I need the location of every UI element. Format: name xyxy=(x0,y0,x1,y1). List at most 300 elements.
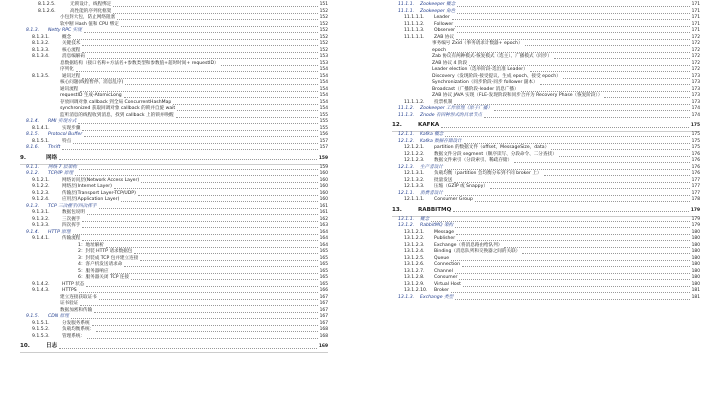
toc-entry-number: 8.1.3. xyxy=(26,28,40,33)
toc-leader-dots xyxy=(554,55,690,59)
toc-page-number: 172 xyxy=(691,34,700,40)
toc-leader-dots xyxy=(80,302,317,306)
toc-entry-title: 数据文件索引（分段索引、稀疏存储） xyxy=(434,158,513,163)
toc-entry-title: Publisher xyxy=(434,236,456,241)
toc-page-number: 159 xyxy=(319,164,328,170)
toc-page-number: 152 xyxy=(319,15,328,20)
toc-leader-dots xyxy=(457,3,689,7)
toc-page-number: 180 xyxy=(691,255,700,261)
toc-page-number: 180 xyxy=(691,229,700,235)
toc-entry-number: 11.1.1.1. xyxy=(404,34,425,40)
toc-leader-dots xyxy=(82,237,317,241)
toc-entry-number: 8.1.3.4. xyxy=(32,54,50,59)
toc-leader-dots xyxy=(177,107,317,111)
toc-leader-dots xyxy=(99,205,318,209)
toc-leader-dots xyxy=(84,29,318,33)
toc-leader-dots xyxy=(441,124,689,128)
toc-entry-number: 12.1.1. xyxy=(398,132,415,137)
toc-entry[interactable] xyxy=(392,113,700,120)
toc-entry-title: Protocol Buffer xyxy=(48,132,83,137)
toc-entry-title: Consumer Group xyxy=(434,197,473,202)
toc-entry[interactable] xyxy=(392,197,700,204)
toc-entry-number: 12.1.2.3. xyxy=(404,158,425,163)
toc-page-number: 173 xyxy=(691,73,700,79)
toc-page-number: 180 xyxy=(691,268,700,274)
toc-entry-title: 数据文件分段 segment（顺序读写、分段命令、二分查找） xyxy=(434,151,557,157)
toc-entry-number: 13.1.2.2. xyxy=(404,236,425,241)
toc-leader-dots xyxy=(504,244,689,248)
toc-page-number: 173 xyxy=(691,99,700,105)
toc-leader-dots xyxy=(73,140,317,144)
toc-entry-title: ZAB 协议 JAVA 实现（FLE-发现阶段和同步合并为 Recovery Phase（恢复阶段）） xyxy=(432,93,603,98)
toc-page-number: 177 xyxy=(691,184,700,189)
toc-entry-number: 12.1.2. xyxy=(398,138,415,144)
toc-leader-dots xyxy=(73,231,318,235)
toc-leader-dots xyxy=(475,198,690,202)
toc-entry-number: 12.1.3. xyxy=(398,164,415,170)
toc-leader-dots xyxy=(445,166,690,170)
toc-entry-title: 存放回调对象 callback 到全局 ConcurrentHashMap xyxy=(60,99,172,105)
toc-entry-title: 证书验证 xyxy=(60,301,79,306)
toc-entry-number: 13.1.1. xyxy=(398,216,415,222)
toc-chapter-entry[interactable] xyxy=(20,153,328,165)
toc-page-number: 171 xyxy=(691,15,700,20)
toc-entry-number: 9.1.4. xyxy=(26,229,40,235)
toc-entry-title: 三次握手 xyxy=(62,216,81,222)
toc-entry-title: 负载均衡（partition 会均衡分布到不同 broker 上） xyxy=(434,171,542,176)
toc-page-number: 176 xyxy=(691,164,700,170)
toc-entry-title: 特点 xyxy=(62,138,72,144)
toc-entry-number: 13.1.2.4. xyxy=(404,249,425,254)
toc-page-number: 153 xyxy=(319,60,328,66)
toc-entry-title: 投票机制 xyxy=(434,99,453,105)
toc-leader-dots xyxy=(455,224,689,228)
toc-entry-title: 1：地址解析 xyxy=(78,242,104,248)
toc-leader-dots xyxy=(469,62,689,66)
toc-entry-number: 11.1.1.2. xyxy=(404,21,425,27)
toc-page-number: 164 xyxy=(319,229,328,235)
toc-leader-dots xyxy=(121,198,317,202)
toc-leader-dots xyxy=(453,208,688,212)
toc-entry-number: 9.1.4.2. xyxy=(32,281,50,287)
toc-entry-number: 13.1.2.8. xyxy=(404,275,425,280)
toc-page-number: 153 xyxy=(319,54,328,59)
toc-page-number: 180 xyxy=(691,275,700,280)
toc-entry-title: Connection xyxy=(434,262,460,267)
toc-entry-title: 6：服务器关闭 TCP 连接 xyxy=(78,275,130,280)
toc-page-number: 161 xyxy=(319,210,328,215)
toc-entry-number: 13.1.2.6. xyxy=(404,262,425,267)
toc-page-number: 152 xyxy=(319,47,328,53)
toc-entry-title: 网络 xyxy=(46,154,58,161)
toc-entry-number: 11.1.1. xyxy=(398,8,415,14)
toc-page-number: 179 xyxy=(691,223,700,228)
toc-entry-title: 生产者设计 xyxy=(420,164,443,170)
toc-leader-dots xyxy=(459,276,689,280)
toc-chapter-entry[interactable] xyxy=(392,205,700,217)
toc-entry-number: 8.1.2.5. xyxy=(38,2,56,7)
toc-leader-dots xyxy=(451,289,690,293)
toc-leader-dots xyxy=(462,263,690,267)
toc-page-number: 175 xyxy=(691,138,700,144)
toc-leader-dots xyxy=(96,328,317,332)
toc-page-number: 160 xyxy=(319,190,328,196)
toc-leader-dots xyxy=(82,49,317,53)
toc-leader-dots xyxy=(106,244,318,248)
toc-entry-title: ZAB 协议 xyxy=(434,34,455,40)
toc-leader-dots xyxy=(59,156,317,160)
toc-page-number: 165 xyxy=(319,268,328,274)
toc-leader-dots xyxy=(124,94,318,98)
toc-entry-number: 12.1.3.3. xyxy=(404,184,425,189)
toc-entry-title: 关键技术 xyxy=(62,41,81,46)
toc-entry-title: KAFKA xyxy=(418,122,440,128)
toc-entry-number: 11.1.2. xyxy=(398,106,415,111)
toc-leader-dots xyxy=(87,211,318,215)
toc-entry-title: RabbitMQ 架构 xyxy=(420,223,454,228)
toc-leader-dots xyxy=(455,23,689,27)
toc-page-number: 160 xyxy=(319,171,328,176)
toc-leader-dots xyxy=(455,296,689,300)
toc-entry-title: 实现步骤 xyxy=(62,125,81,131)
toc-entry-number: 8.1.5.1. xyxy=(32,138,50,144)
toc-entry-title: 通讯过程 xyxy=(62,73,81,79)
toc-page-number: 160 xyxy=(319,184,328,189)
toc-leader-dots xyxy=(94,309,317,313)
toc-entry-title: Virtual Host xyxy=(434,281,461,287)
toc-chapter-entry[interactable] xyxy=(20,341,328,353)
toc-leader-dots xyxy=(75,172,318,176)
toc-entry-number: 12. xyxy=(392,122,402,128)
toc-page-number: 165 xyxy=(319,262,328,267)
toc-page-number: 154 xyxy=(319,80,328,85)
toc-entry-title: Synchronization（同步阶段-同步 follower 副本） xyxy=(432,80,538,85)
toc-leader-dots xyxy=(454,101,689,105)
toc-page-number: 179 xyxy=(691,216,700,222)
toc-leader-dots xyxy=(455,270,690,274)
toc-entry-number: 9.1.3. xyxy=(26,203,40,209)
toc-leader-dots xyxy=(464,140,690,144)
toc-entry-title: 概念 xyxy=(420,216,430,222)
toc-leader-dots xyxy=(114,185,318,189)
toc-leader-dots xyxy=(125,81,317,85)
toc-entry-number: 13.1.3. xyxy=(398,294,415,300)
toc-entry-title: 分发服务系统 xyxy=(62,320,90,326)
toc-entry-title: Znode 有四种形式的目录节点 xyxy=(420,112,483,118)
toc-entry-title: Follower xyxy=(434,21,454,27)
toc-entry-number: 9. xyxy=(20,154,27,161)
toc-page-number: 155 xyxy=(319,119,328,124)
toc-page-number: 159 xyxy=(318,155,328,161)
toc-entry-number: 11.1.3. xyxy=(398,112,415,118)
toc-leader-dots xyxy=(454,179,689,183)
toc-leader-dots xyxy=(99,296,318,300)
toc-leader-dots xyxy=(79,289,318,293)
toc-entry-title: RMI 实现方式 xyxy=(48,119,77,124)
toc-page-number: 165 xyxy=(319,249,328,254)
toc-page-number: 180 xyxy=(691,249,700,254)
toc-entry-number: 8.1.3.2. xyxy=(32,41,50,46)
toc-leader-dots xyxy=(73,36,317,40)
toc-entry-number: 9.1.2.3. xyxy=(32,190,50,196)
toc-leader-dots xyxy=(87,335,318,339)
toc-entry-title: Leader election（选举阶段-选出准 Leader） xyxy=(432,67,528,72)
toc-entry-number: 12.1.2.1. xyxy=(404,145,425,150)
toc-page-number: 167 xyxy=(319,314,328,319)
toc-entry-title: 传输流程 xyxy=(62,236,81,241)
toc-page-number: 178 xyxy=(691,197,700,202)
toc-leader-dots xyxy=(525,42,690,46)
toc-leader-dots xyxy=(530,68,690,72)
toc-leader-dots xyxy=(82,218,317,222)
toc-entry-number: 11.1.1.2. xyxy=(404,99,425,105)
toc-page-number: 152 xyxy=(319,21,328,27)
toc-page-number: 156 xyxy=(319,132,328,137)
toc-leader-dots xyxy=(494,107,689,111)
toc-leader-dots xyxy=(490,185,690,189)
toc-entry-title: CDN 原理 xyxy=(48,314,69,319)
toc-page-number: 176 xyxy=(691,158,700,163)
toc-entry-title: Zookeeper 工作原理（原子广播） xyxy=(420,106,493,111)
toc-entry-title: 事务编号 Zxid（事务请求计数器+ epoch） xyxy=(432,41,523,46)
toc-page-number: 167 xyxy=(319,320,328,326)
toc-page-number: 162 xyxy=(319,216,328,222)
toc-leader-dots xyxy=(111,270,318,274)
toc-entry-number: 12.1.1. xyxy=(398,190,415,196)
toc-leader-dots xyxy=(445,192,690,196)
toc-right-column xyxy=(392,2,700,301)
toc-page-number: 165 xyxy=(319,275,328,280)
toc-page-number: 163 xyxy=(319,223,328,228)
toc-leader-dots xyxy=(84,133,317,137)
toc-entry-title: 息数据结构（接口名称+方法名+参数类型和参数值+超时时间+ requestID） xyxy=(60,60,219,66)
toc-entry-title: 序列化 xyxy=(60,67,74,72)
toc-leader-dots xyxy=(121,23,318,27)
toc-entry-title: synchronized 获取回调对象 callback 的锁并自旋 wait xyxy=(60,106,176,111)
toc-entry-number: 8.1.3.1. xyxy=(32,34,50,40)
toc-page-number: 172 xyxy=(691,67,700,72)
toc-entry-number: 9.1.2. xyxy=(26,171,40,176)
toc-entry-title: Leader xyxy=(434,15,450,20)
toc-leader-dots xyxy=(78,120,317,124)
toc-page-number: 154 xyxy=(319,73,328,79)
toc-entry-title: ZAB 协议 4 阶段 xyxy=(432,60,468,66)
toc-page-number: 151 xyxy=(319,2,328,7)
toc-entry-title: 核心流程 xyxy=(62,47,81,53)
toc-leader-dots xyxy=(82,75,317,79)
toc-entry-number: 8.1.2.6. xyxy=(38,8,56,14)
toc-leader-dots xyxy=(131,276,318,280)
toc-leader-dots xyxy=(544,172,690,176)
toc-page-number: 154 xyxy=(319,67,328,72)
toc-entry-title: 3：封装成 TCP 包并建立连接 xyxy=(78,255,139,261)
toc-leader-dots xyxy=(559,153,690,157)
toc-entry-number: 13.1.2. xyxy=(398,223,415,228)
toc-leader-dots xyxy=(445,133,689,137)
toc-leader-dots xyxy=(113,3,317,7)
toc-entry-number: 10. xyxy=(20,343,30,349)
toc-entry-title: 四次挥手 xyxy=(62,223,81,228)
toc-page-number: 152 xyxy=(319,34,328,40)
toc-page-number: 160 xyxy=(319,197,328,202)
toc-entry-title: HTTP 状态 xyxy=(62,281,85,287)
toc-entry[interactable] xyxy=(392,295,700,302)
toc-leader-dots xyxy=(80,88,317,92)
toc-entry-number: 8.1.3.3. xyxy=(32,47,50,53)
toc-entry-title: 2：封装 HTTP 请求数据包 xyxy=(78,249,133,254)
toc-entry-number: 13.1.2.1. xyxy=(404,229,425,235)
toc-page-number: 155 xyxy=(319,125,328,131)
toc-entry-title: 数据包说明 xyxy=(62,210,85,215)
toc-page-number: 154 xyxy=(319,106,328,111)
toc-leader-dots xyxy=(463,283,690,287)
toc-leader-dots xyxy=(76,68,318,72)
toc-entry-title: 4：客户机发送请求命 xyxy=(78,262,123,267)
toc-page-number: 164 xyxy=(319,236,328,241)
toc-page-number: 166 xyxy=(319,288,328,293)
toc-entry-title: 建立连接获取证书 xyxy=(60,294,97,300)
toc-leader-dots xyxy=(71,315,318,319)
toc-page-number: 154 xyxy=(319,99,328,105)
toc-leader-dots xyxy=(563,75,690,79)
toc-page-number: 177 xyxy=(691,190,700,196)
toc-leader-dots xyxy=(86,283,317,287)
toc-entry-title: RABBITMQ xyxy=(418,206,452,213)
toc-entry-number: 9.1.4.1. xyxy=(32,236,50,241)
toc-leader-dots xyxy=(456,231,689,235)
toc-page-number: 169 xyxy=(318,344,328,349)
toc-leader-dots xyxy=(457,10,689,14)
toc-entry-number: 8.1.6. xyxy=(26,145,40,150)
toc-page-number: 175 xyxy=(690,123,700,128)
toc-entry-title: Message xyxy=(434,229,455,235)
toc-leader-dots xyxy=(124,263,317,267)
toc-page-number: 172 xyxy=(691,54,700,59)
toc-entry-number: 11.1.1.3. xyxy=(404,28,425,33)
toc-entry-title: 压缩（GZIP 或 Snappy） xyxy=(434,184,488,189)
toc-entry-number: 9.1.2.4. xyxy=(32,197,50,202)
toc-leader-dots xyxy=(457,237,690,241)
toc-entry-title: Broadcast（广播阶段-leader 消息广播） xyxy=(432,86,519,92)
toc-page-number: 154 xyxy=(319,86,328,92)
toc-entry-title: 管理系统： xyxy=(62,333,85,339)
toc-leader-dots xyxy=(451,257,690,261)
toc-entry-title: epoch xyxy=(432,47,446,53)
toc-entry-title: 通讯流程 xyxy=(60,86,79,92)
toc-page-number: 173 xyxy=(691,86,700,92)
toc-entry-title: Queue xyxy=(434,255,450,261)
toc-entry-title: 消费者设计 xyxy=(420,190,443,196)
toc-entry[interactable] xyxy=(20,145,328,152)
toc-page-number: 167 xyxy=(319,307,328,313)
toc-leader-dots xyxy=(134,250,317,254)
toc-entry-number: 13.1.2.7. xyxy=(404,268,425,274)
toc-entry-number: 9.1.5.1. xyxy=(32,320,50,326)
toc-leader-dots xyxy=(176,114,318,118)
toc-leader-dots xyxy=(138,192,318,196)
toc-chapter-entry[interactable] xyxy=(392,120,700,132)
toc-page-number: 173 xyxy=(691,93,700,98)
toc-page-number: 168 xyxy=(319,333,328,339)
toc-page-number: 172 xyxy=(691,41,700,46)
toc-leader-dots xyxy=(82,224,317,228)
toc-entry-number: 9.1.1. xyxy=(26,164,40,170)
toc-entry-title: 概念 xyxy=(62,34,72,40)
toc-page-number: 174 xyxy=(691,106,700,111)
toc-entry-title: 网络访问层(Network Access Layer) xyxy=(62,177,140,183)
toc-entry-number: 11.1.1.1. xyxy=(404,15,425,20)
toc-entry-number: 9.1.5.3. xyxy=(32,333,50,339)
toc-entry-title: HTTP 原理 xyxy=(48,229,71,235)
toc-leader-dots xyxy=(521,88,690,92)
toc-entry-number: 9.1.3.3. xyxy=(32,223,50,228)
toc-entry-number: 9.1.3.1. xyxy=(32,210,50,215)
toc-page-number: 171 xyxy=(691,2,700,7)
toc-entry-title: HTTPS xyxy=(62,288,77,293)
toc-entry-title: Exchange（将消息路由给队列） xyxy=(434,242,503,248)
toc-entry-title: partition 的数据文件（offset，MessageSize，data） xyxy=(434,145,550,150)
toc-entry-title: Kafka 概念 xyxy=(420,132,444,137)
toc-page-number: 165 xyxy=(319,255,328,261)
toc-entry-number: 13.1.2.9. xyxy=(404,281,425,287)
toc-entry-title: Observer xyxy=(434,28,456,33)
toc-entry-title: TCP/IP 原理 xyxy=(48,171,74,176)
toc-page-number: 157 xyxy=(319,138,328,144)
toc-entry[interactable] xyxy=(20,334,328,341)
toc-entry-title: 软中断 Hash 值和 CPU 绑定 xyxy=(60,21,119,27)
toc-page-number: 152 xyxy=(319,8,328,14)
toc-entry-title: 网络层(Internet Layer) xyxy=(62,184,112,189)
toc-leader-dots xyxy=(221,62,318,66)
toc-entry-number: 8.1.5. xyxy=(26,132,40,137)
toc-page-number: 174 xyxy=(691,112,700,118)
toc-page-number: 161 xyxy=(319,203,328,209)
toc-entry-title: 数据加密和传输 xyxy=(60,307,93,313)
toc-page-number: 171 xyxy=(691,21,700,27)
toc-page-number: 179 xyxy=(690,207,700,213)
toc-leader-dots xyxy=(448,49,690,53)
toc-entry-number: 13.1.2.10. xyxy=(404,288,428,293)
toc-entry-title: Consumer xyxy=(434,275,458,280)
toc-entry-title: Zab 协议有两种模式-恢复模式（选主）、广播模式（同步） xyxy=(432,54,552,59)
toc-page-number: 152 xyxy=(319,41,328,46)
toc-entry-number: 12.1.2.2. xyxy=(404,151,425,157)
toc-entry-number: 9.1.5. xyxy=(26,314,40,319)
toc-entry-number: 9.1.2.1. xyxy=(32,177,50,183)
toc-entry-number: 12.1.3.1. xyxy=(404,171,425,176)
toc-page-number: 154 xyxy=(319,93,328,98)
toc-entry-title: 批量发送 xyxy=(434,177,453,183)
toc-page-number: 171 xyxy=(691,28,700,33)
toc-entry-title: 负载均衡系统： xyxy=(62,327,95,332)
toc-entry-title: Zookeeper 概念 xyxy=(420,2,456,7)
toc-leader-dots xyxy=(484,114,690,118)
toc-leader-dots xyxy=(117,16,317,20)
toc-leader-dots xyxy=(173,101,317,105)
toc-entry-title: Exchange 类型 xyxy=(420,294,454,300)
toc-entry-number: 9.1.3.2. xyxy=(32,216,50,222)
toc-page-number: 175 xyxy=(691,145,700,150)
toc-entry-title: Broker xyxy=(434,288,449,293)
toc-page-number: 168 xyxy=(319,327,328,332)
toc-page-number: 172 xyxy=(691,47,700,53)
toc-page-number: 173 xyxy=(691,80,700,85)
toc-leader-dots xyxy=(141,179,317,183)
toc-leader-dots xyxy=(113,10,317,14)
toc-page-number: 172 xyxy=(691,60,700,66)
toc-entry-number: 11.1.1. xyxy=(398,2,415,7)
toc-entry-title: 小包封大包，防止网络阻塞 xyxy=(60,15,116,20)
